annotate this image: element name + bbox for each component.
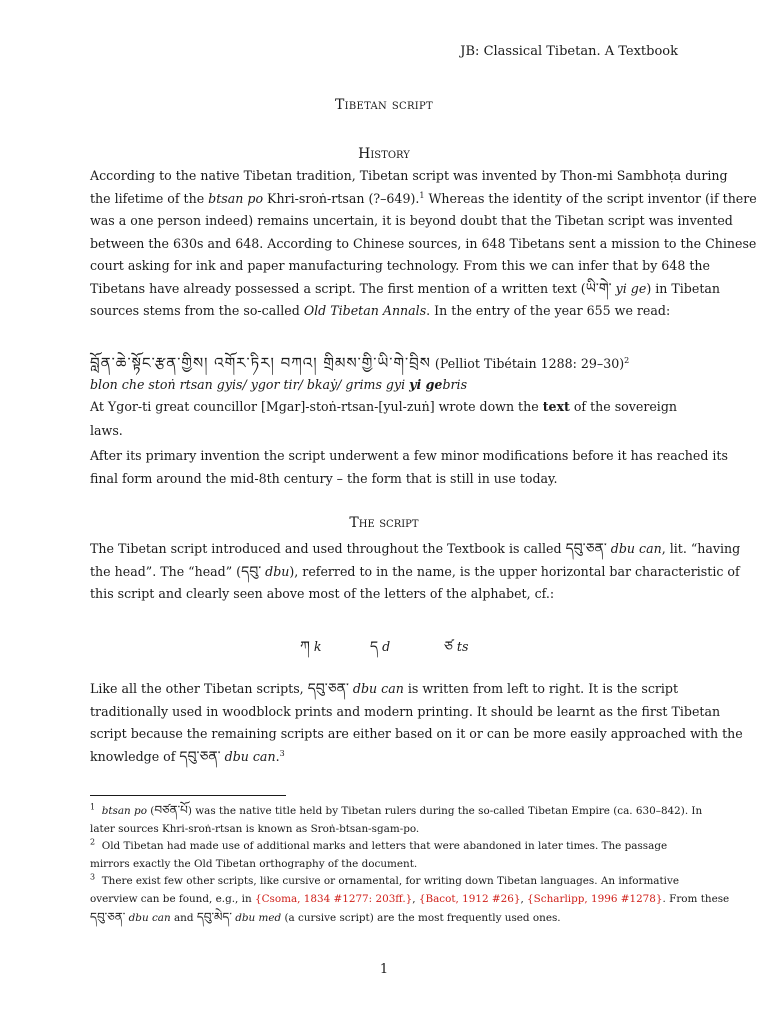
running-head: JB: Classical Tibetan. A Textbook [460, 44, 678, 59]
evolution-line-1: After its primary invention the script underwent a few minor modifications before it has reached its [90, 448, 728, 463]
script-outro-paragraph [90, 678, 743, 768]
history-line-5: court asking for ink and paper manufacturing technology. From this we can infer that by 648 the [90, 258, 710, 273]
citation-bacot[interactable]: {Bacot, 1912 #26} [418, 892, 521, 905]
history-line-3: was a one person indeed) remains uncertain, it is beyond doubt that the Tibetan script was invented [90, 213, 733, 228]
citation-csoma[interactable]: {Csoma, 1834 #1277: 203ff.} [254, 892, 413, 905]
footnote-1: $^1$ btsan po (བཙན་པོ) was the native title held by Tibetan rulers during the so-called Tibetan Empire (ca. 630–842). In [90, 802, 703, 817]
letter-example-ka: ཀ k [300, 639, 322, 655]
history-paragraph [90, 165, 757, 323]
section-heading-history: History [358, 146, 410, 162]
footnote-ref-2: 2 [624, 355, 630, 365]
letter-example-tsa: ཙ ts [444, 639, 469, 655]
footnote-2: $^2$ Old Tibetan had made use of additional marks and letters that were abandoned in later times. The passage [90, 837, 668, 853]
history-line-4: between the 630s and 648. According to Chinese sources, in 648 Tibetans sent a mission to the Chinese [90, 235, 757, 251]
tibetan-yi-ge: ཡི་གེ་ [585, 280, 612, 297]
footnote-separator [90, 795, 286, 796]
quote-tibetan-text: བློན་ཆེ་སྟོང་རྩན་གྱིས། འགོར་ཏིར། བཀའ། གྲིམས་གྱི་ཡི་གེ་བྲིས [90, 354, 431, 372]
footnote-3: $^3$ There exist few other scripts, like cursive or ornamental, for writing down Tibetan languages. An informative [90, 872, 680, 888]
script-outro-line-2: traditionally used in woodblock prints and modern printing. It should be learnt as the first Tibetan [90, 703, 721, 719]
evolution-paragraph [90, 445, 728, 490]
script-outro-line-4: knowledge of དབུ་ཅན་ dbu can.$^3$ [90, 748, 285, 765]
page-title: Tibetan script [334, 97, 434, 113]
letter-example-da: ད d [370, 639, 391, 655]
footnotes [90, 802, 730, 927]
quote-transliteration: blon che stoṅ rtsan gyis/ ygor tir/ bkaẏ/ grims gyi yi gebris [90, 377, 468, 392]
script-intro-paragraph [90, 538, 741, 606]
citation-scharlipp[interactable]: {Scharlipp, 1996 #1278} [527, 892, 663, 905]
tibetan-quotation [90, 352, 690, 443]
script-intro-line-2: the head”. The “head” (དབུ་ dbu), referred to in the name, is the upper horizontal bar characteristic of [90, 563, 740, 580]
footnote-ref-3: 3 [279, 748, 285, 758]
history-line-1: According to the native Tibetan tradition, Tibetan script was invented by Thon-mi Sambhoṭa during [90, 168, 728, 183]
history-line-6: Tibetans have already possessed a script. The first mention of a written text (ཡི་གེ་ yi ge) in Tibetan [90, 280, 720, 297]
script-outro-line-1: Like all the other Tibetan scripts, དབུ་ཅན་ dbu can is written from left to right. It is the script [90, 681, 679, 697]
quote-translation: At Ygor-ti great councillor [Mgar]-stoṅ-rtsan-[yul-zuṅ] wrote down the text of the sovereign laws. [90, 399, 678, 438]
evolution-line-2: final form around the mid-8th century – the form that is still in use today. [90, 470, 558, 486]
footnote-1-cont: later sources Khri-sroṅ-rtsan is known as Sroṅ-btsan-sgam-po. [90, 822, 420, 835]
tibetan-dbu-can: དབུ་ཅན་ [565, 541, 607, 557]
history-line-2: the lifetime of the btsan po Khri-sroṅ-rtsan (?–649).$^1$ Whereas the identity of the script inventor (if there [90, 190, 757, 206]
footnote-ref-1: 1 [419, 190, 425, 200]
script-outro-line-3: script because the remaining scripts are either based on it or can be more easily approached with the [90, 726, 743, 741]
footnote-2-cont: mirrors exactly the Old Tibetan orthography of the document. [90, 857, 418, 870]
tibetan-dbu: དབུ་ [241, 563, 262, 580]
highlight-text: text [542, 399, 570, 414]
page-number: 1 [379, 962, 389, 977]
quote-source: (Pelliot Tibétain 1288: 29–30) [430, 356, 625, 371]
highlight-yi-ge: yi ge [409, 377, 443, 392]
history-line-7: sources stems from the so-called Old Tibetan Annals. In the entry of the year 655 we read: [90, 303, 671, 318]
script-intro-line-3: this script and clearly seen above most of the letters of the alphabet, cf.: [90, 586, 555, 601]
footnote-3-cont-2: དབུ་ཅན་ dbu can and དབུ་མེད་ dbu med (a cursive script) are the most frequently used ones. [90, 909, 561, 924]
section-heading-script: The script [349, 515, 419, 531]
footnote-3-cont: overview can be found, e.g., in {Csoma, 1834 #1277: 203ff.}, {Bacot, 1912 #26}, {Scharlipp, 1996 #1278}. From these [90, 892, 730, 905]
script-intro-line-1: The Tibetan script introduced and used throughout the Textbook is called དབུ་ཅན་ dbu can, lit. “having [90, 541, 741, 557]
quote-tibetan-line [90, 352, 690, 375]
